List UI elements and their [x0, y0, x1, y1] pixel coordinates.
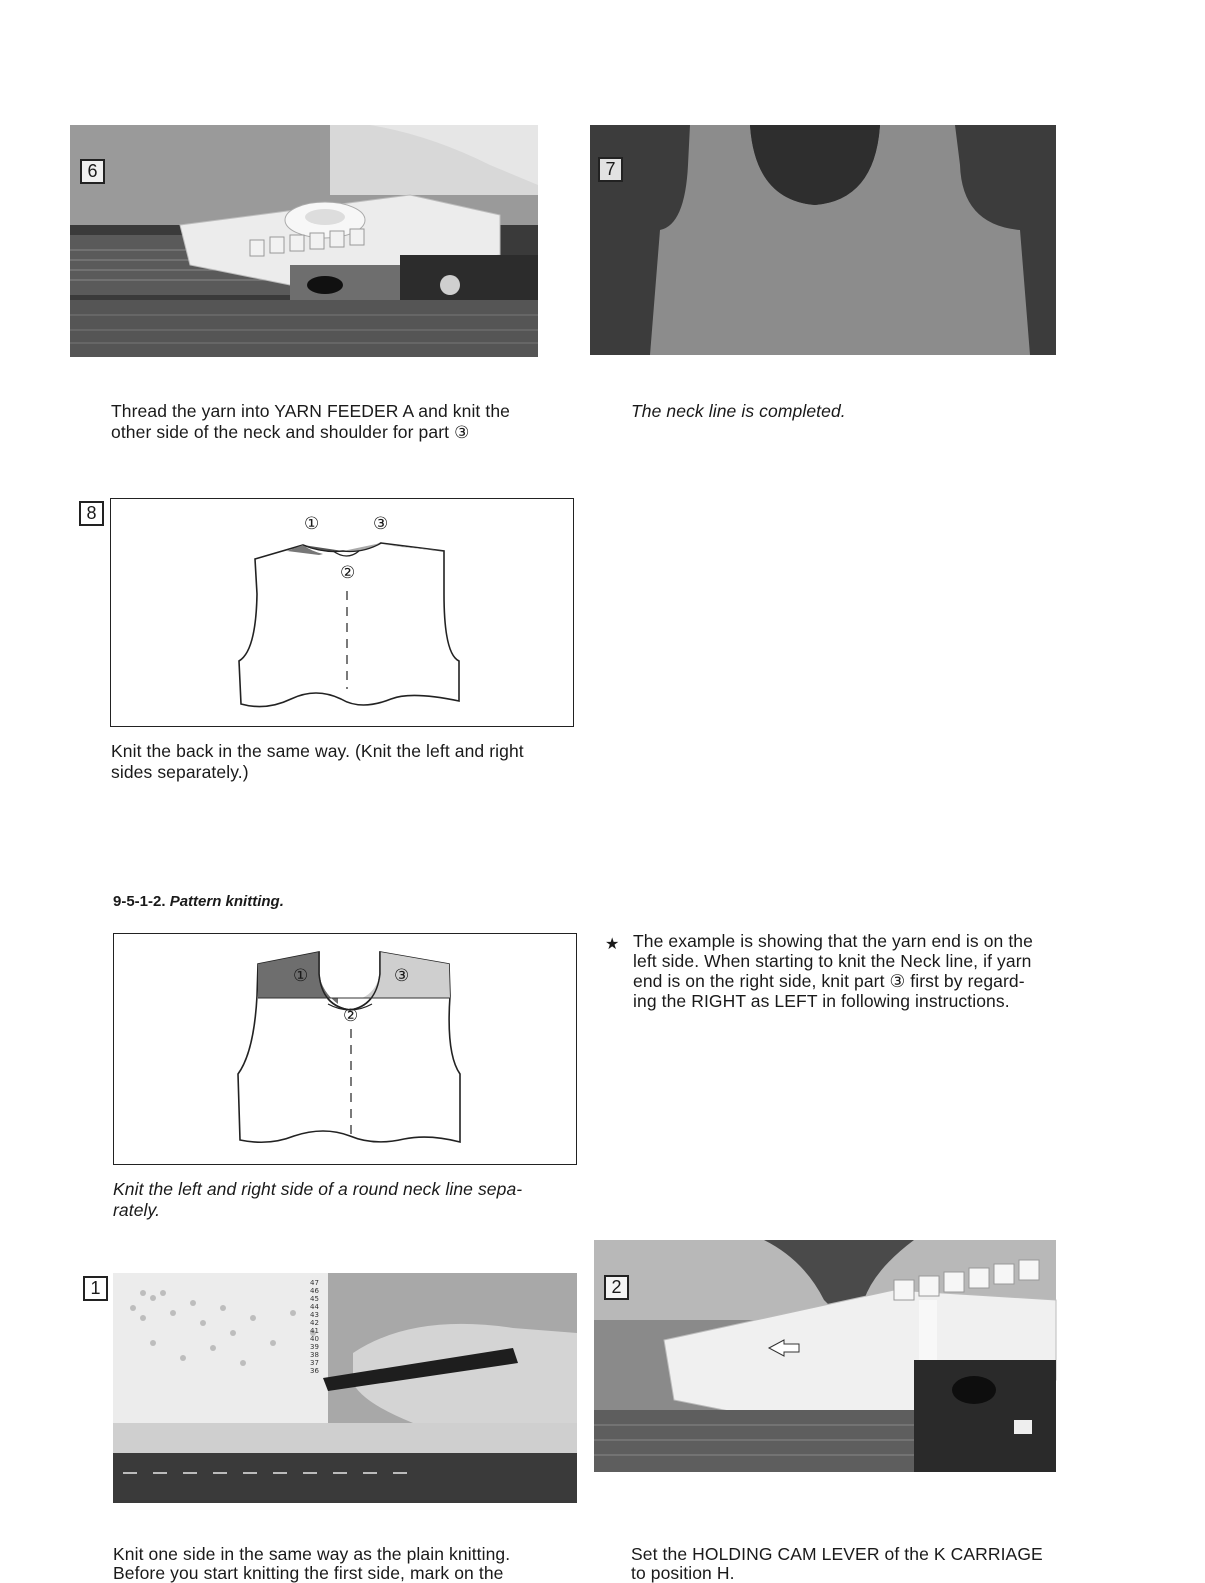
- note-star-icon: ★: [605, 936, 620, 953]
- photo-step-7: [590, 125, 1056, 355]
- diagram-step-8-label-2: ②: [340, 563, 356, 582]
- caption-step-6-line-1: Thread the yarn into YARN FEEDER A and knit the: [111, 401, 510, 421]
- punch-card-number: 39: [310, 1343, 319, 1351]
- caption-pattern-line-2: rately.: [113, 1200, 161, 1220]
- punch-card-numbers: [310, 1279, 330, 1375]
- caption-step-2-line-1: Set the HOLDING CAM LEVER of the K CARRIAGE: [631, 1544, 1043, 1564]
- diagram-step-8: [110, 498, 574, 727]
- caption-step-6-line-2: other side of the neck and shoulder for part ③: [111, 422, 470, 442]
- punch-card-number: 43: [310, 1311, 319, 1319]
- diagram-pattern-label-2: ②: [343, 1006, 359, 1025]
- punch-card-number: 36: [310, 1367, 319, 1375]
- caption-pattern-line-1: Knit the left and right side of a round neck line sepa-: [113, 1179, 523, 1199]
- note-text: [633, 931, 1073, 1011]
- photo-step-6: [70, 125, 538, 357]
- punch-card-number: 42: [310, 1319, 319, 1327]
- step-number-6: 6: [80, 159, 105, 184]
- punch-card-number: 38: [310, 1351, 319, 1359]
- step-number-2: 2: [604, 1275, 629, 1300]
- caption-step-8-line-2: sides separately.): [111, 762, 249, 782]
- diagram-pattern-label-3: ③: [394, 966, 410, 985]
- step-number-7: 7: [598, 157, 623, 182]
- step-number-1: 1: [83, 1276, 108, 1301]
- step-number-8: 8: [79, 501, 104, 526]
- caption-step-2-line-2: to position H.: [631, 1563, 735, 1583]
- note-line-4: ing the RIGHT as LEFT in following instructions.: [633, 991, 1010, 1011]
- punch-card-number: 37: [310, 1359, 319, 1367]
- caption-step-8-line-1: Knit the back in the same way. (Knit the left and right: [111, 741, 524, 761]
- punch-card-number: 47: [310, 1279, 319, 1287]
- section-title: Pattern knitting.: [169, 893, 284, 910]
- caption-step-6: [111, 401, 581, 443]
- diagram-pattern-knitting: [113, 933, 577, 1165]
- caption-step-2: [631, 1545, 1101, 1583]
- punch-card-number: 41: [310, 1327, 319, 1335]
- note-line-2: left side. When starting to knit the Neck line, if yarn: [633, 951, 1032, 971]
- caption-step-8: [111, 741, 581, 783]
- note-line-3: end is on the right side, knit part ③ first by regard-: [633, 971, 1025, 991]
- caption-step-1: [113, 1544, 583, 1583]
- note-line-1: The example is showing that the yarn end is on the: [633, 931, 1033, 951]
- punch-card-number: 40: [310, 1335, 319, 1343]
- caption-pattern-knitting: [113, 1179, 583, 1221]
- diagram-step-8-label-3: ③: [373, 514, 389, 533]
- photo-step-2: [594, 1240, 1056, 1472]
- diagram-pattern-label-1: ①: [293, 966, 309, 985]
- section-heading: [113, 893, 284, 910]
- caption-step-7: The neck line is completed.: [631, 401, 846, 421]
- punch-card-number: 45: [310, 1295, 319, 1303]
- photo-step-1: [113, 1273, 577, 1503]
- caption-step-1-line-2: Before you start knitting the first side, mark on the: [113, 1563, 504, 1583]
- caption-step-1-line-1: Knit one side in the same way as the plain knitting.: [113, 1544, 511, 1564]
- punch-card-number: 46: [310, 1287, 319, 1295]
- punch-card-number: 44: [310, 1303, 319, 1311]
- diagram-step-8-label-1: ①: [304, 514, 320, 533]
- part-3-marker: ③: [454, 423, 470, 442]
- section-number: 9-5-1-2.: [113, 893, 166, 910]
